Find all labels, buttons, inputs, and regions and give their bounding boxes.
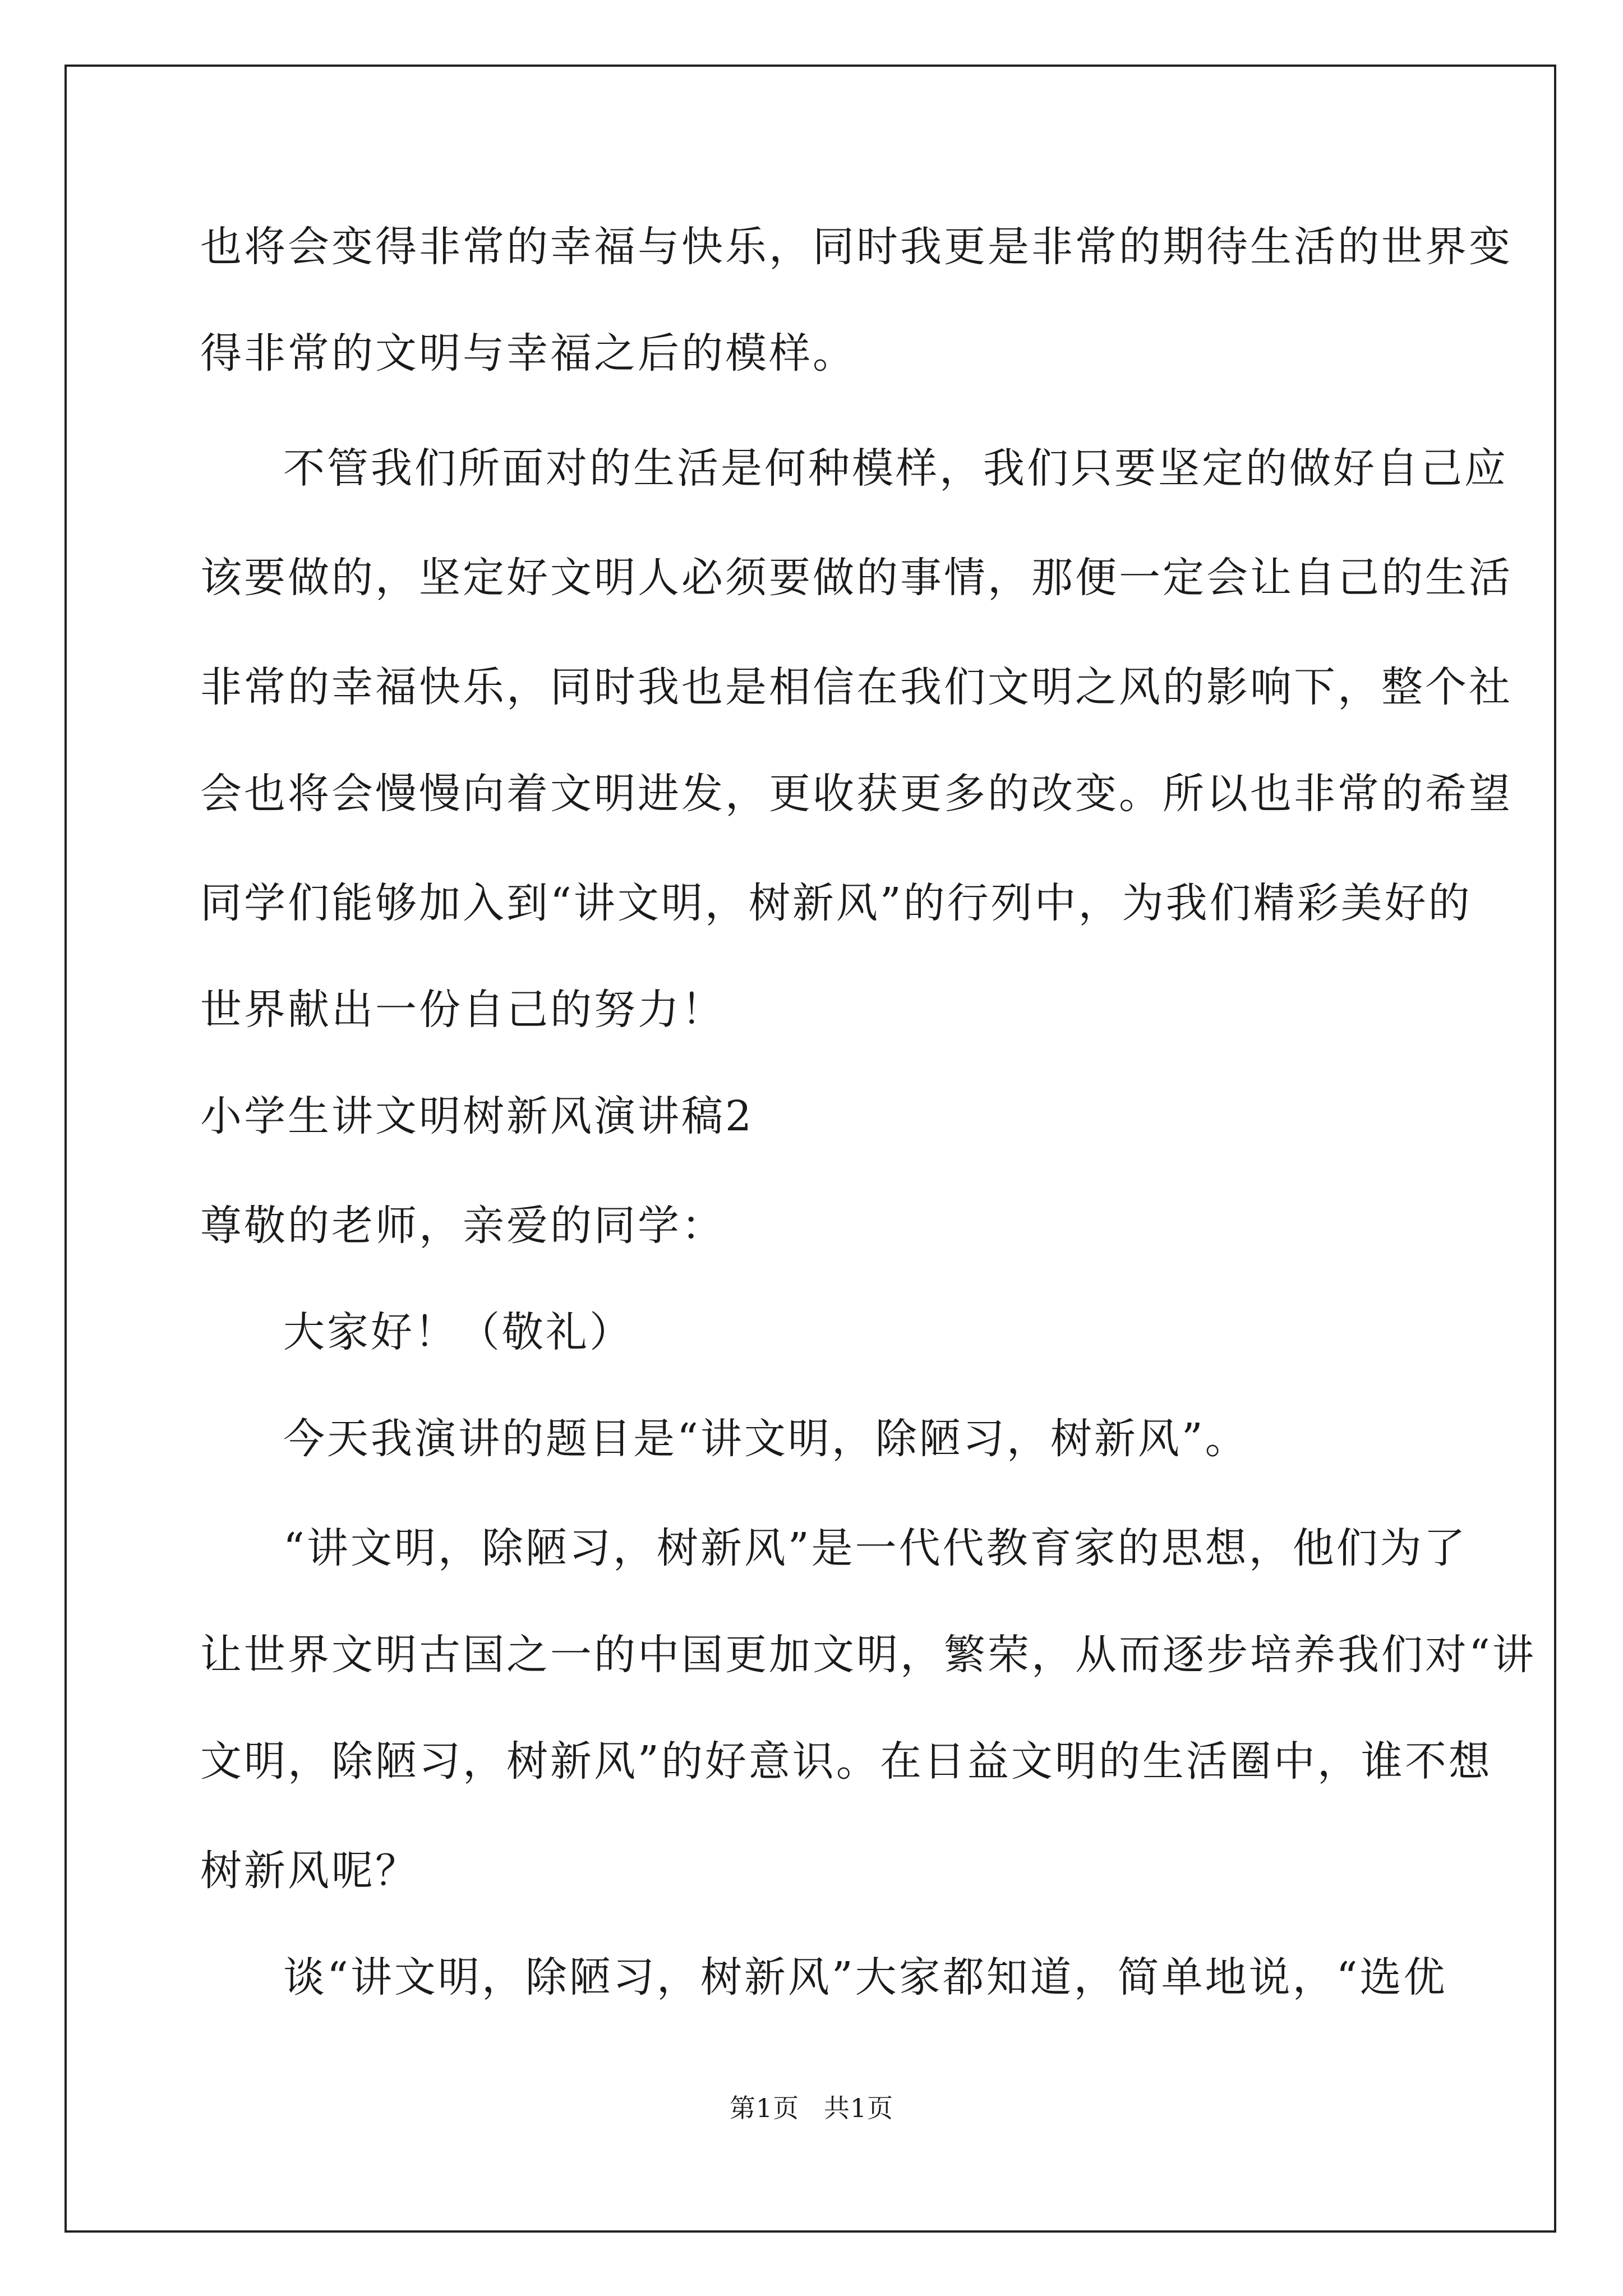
text-line: 让世界文明古国之一的中国更加文明，繁荣，从而逐步培养我们对“讲	[200, 1631, 1536, 1679]
text-line: “讲文明，除陋习，树新风”是一代代教育家的思想，他们为了	[283, 1524, 1468, 1572]
page-footer	[0, 2091, 1623, 2125]
text-line: 得非常的文明与幸福之后的模样。	[200, 329, 856, 378]
text-line: 文明，除陋习，树新风”的好意识。在日益文明的生活圈中，谁不想	[200, 1737, 1492, 1786]
page-number: 第1页	[729, 2093, 800, 2123]
text-line: 同学们能够加入到“讲文明，树新风”的行列中，为我们精彩美好的	[200, 879, 1472, 927]
page-border	[64, 65, 1556, 2233]
text-line: 不管我们所面对的生活是何种模样，我们只要坚定的做好自己应	[283, 444, 1508, 493]
text-line: 今天我演讲的题目是“讲文明，除陋习，树新风”。	[283, 1415, 1249, 1463]
text-line: 会也将会慢慢向着文明进发，更收获更多的改变。所以也非常的希望	[200, 770, 1513, 818]
text-line: 世界献出一份自己的努力！	[200, 986, 725, 1034]
text-line: 大家好！（敬礼）	[283, 1308, 633, 1356]
text-line: 树新风呢？	[200, 1847, 419, 1895]
text-line: 谈“讲文明，除陋习，树新风”大家都知道，简单地说，“选优	[283, 1953, 1447, 2001]
page-total: 共1页	[823, 2093, 894, 2123]
text-line: 非常的幸福快乐，同时我也是相信在我们文明之风的影响下，整个社	[200, 663, 1513, 711]
text-line: 该要做的，坚定好文明人必须要做的事情，那便一定会让自己的生活	[200, 554, 1513, 602]
salutation: 尊敬的老师，亲爱的同学：	[200, 1202, 725, 1250]
section-heading: 小学生讲文明树新风演讲稿2	[200, 1092, 754, 1140]
text-line: 也将会变得非常的幸福与快乐，同时我更是非常的期待生活的世界变	[200, 223, 1513, 271]
